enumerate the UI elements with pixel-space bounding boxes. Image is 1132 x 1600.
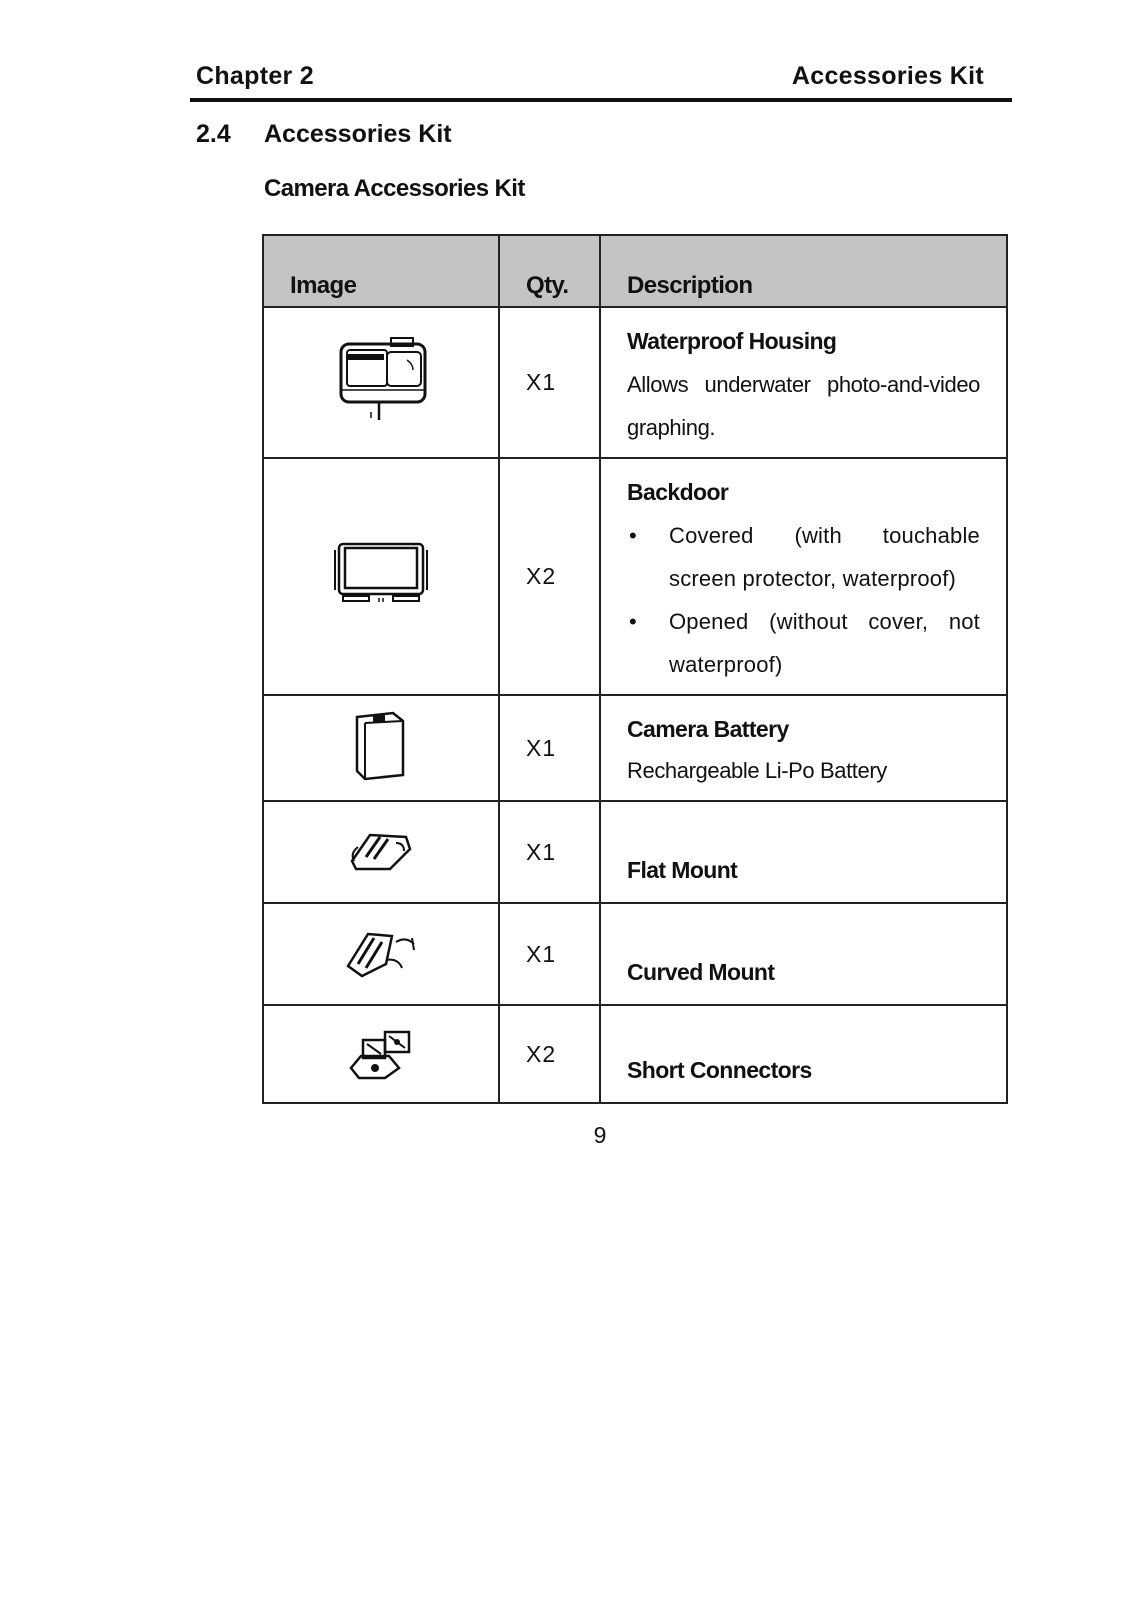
header-image: Image bbox=[263, 235, 499, 307]
table-row bbox=[263, 1005, 1007, 1103]
qty-cell: X1 bbox=[499, 307, 600, 458]
flat-mount-icon bbox=[346, 827, 416, 873]
table-header-row bbox=[263, 235, 1007, 307]
table-row bbox=[263, 458, 1007, 695]
section-number: 2.4 bbox=[196, 120, 231, 148]
qty-cell: X1 bbox=[499, 695, 600, 801]
image-cell bbox=[263, 1005, 499, 1103]
page-header bbox=[190, 58, 1012, 102]
chapter-label: Chapter 2 bbox=[196, 62, 315, 90]
section-heading bbox=[196, 120, 452, 149]
bullet-icon: • bbox=[629, 523, 637, 548]
table-row bbox=[263, 903, 1007, 1005]
header-title: Accessories Kit bbox=[791, 62, 984, 90]
item-description: Rechargeable Li-Po Battery bbox=[627, 758, 887, 783]
short-connectors-icon bbox=[345, 1022, 417, 1082]
image-cell bbox=[263, 307, 499, 458]
qty-cell: X2 bbox=[499, 458, 600, 695]
description-cell bbox=[600, 307, 1007, 458]
item-name: Short Connectors bbox=[627, 1057, 812, 1083]
qty-cell: X1 bbox=[499, 903, 600, 1005]
image-cell bbox=[263, 458, 499, 695]
description-cell bbox=[600, 903, 1007, 1005]
list-item: • Covered (with touchable screen protector, waterproof) bbox=[627, 514, 980, 600]
description-cell bbox=[600, 801, 1007, 903]
table-row bbox=[263, 307, 1007, 458]
description-cell bbox=[600, 458, 1007, 695]
backdoor-icon bbox=[331, 538, 431, 610]
image-cell bbox=[263, 903, 499, 1005]
image-cell bbox=[263, 695, 499, 801]
item-name: Waterproof Housing bbox=[627, 328, 837, 354]
item-name: Curved Mount bbox=[627, 959, 775, 985]
accessories-table bbox=[262, 234, 1008, 1104]
page-number: 9 bbox=[593, 1122, 607, 1148]
header-qty: Qty. bbox=[499, 235, 600, 307]
camera-battery-icon bbox=[351, 709, 411, 783]
table-row bbox=[263, 695, 1007, 801]
bullet-icon: • bbox=[629, 609, 637, 634]
waterproof-housing-icon bbox=[331, 334, 431, 426]
list-item: • Opened (without cover, not waterproof) bbox=[627, 600, 980, 686]
bullet-list bbox=[627, 514, 980, 686]
description-cell bbox=[600, 1005, 1007, 1103]
image-cell bbox=[263, 801, 499, 903]
item-name: Backdoor bbox=[627, 479, 729, 505]
qty-cell: X1 bbox=[499, 801, 600, 903]
table-row bbox=[263, 801, 1007, 903]
kit-subtitle: Camera Accessories Kit bbox=[264, 175, 525, 202]
description-cell bbox=[600, 695, 1007, 801]
item-name: Camera Battery bbox=[627, 716, 789, 742]
header-description: Description bbox=[600, 235, 1007, 307]
section-title: Accessories Kit bbox=[264, 120, 452, 148]
qty-cell: X2 bbox=[499, 1005, 600, 1103]
item-name: Flat Mount bbox=[627, 857, 738, 883]
curved-mount-icon bbox=[342, 924, 420, 980]
item-description: Allows underwater photo-and-video graphing. bbox=[627, 372, 980, 440]
